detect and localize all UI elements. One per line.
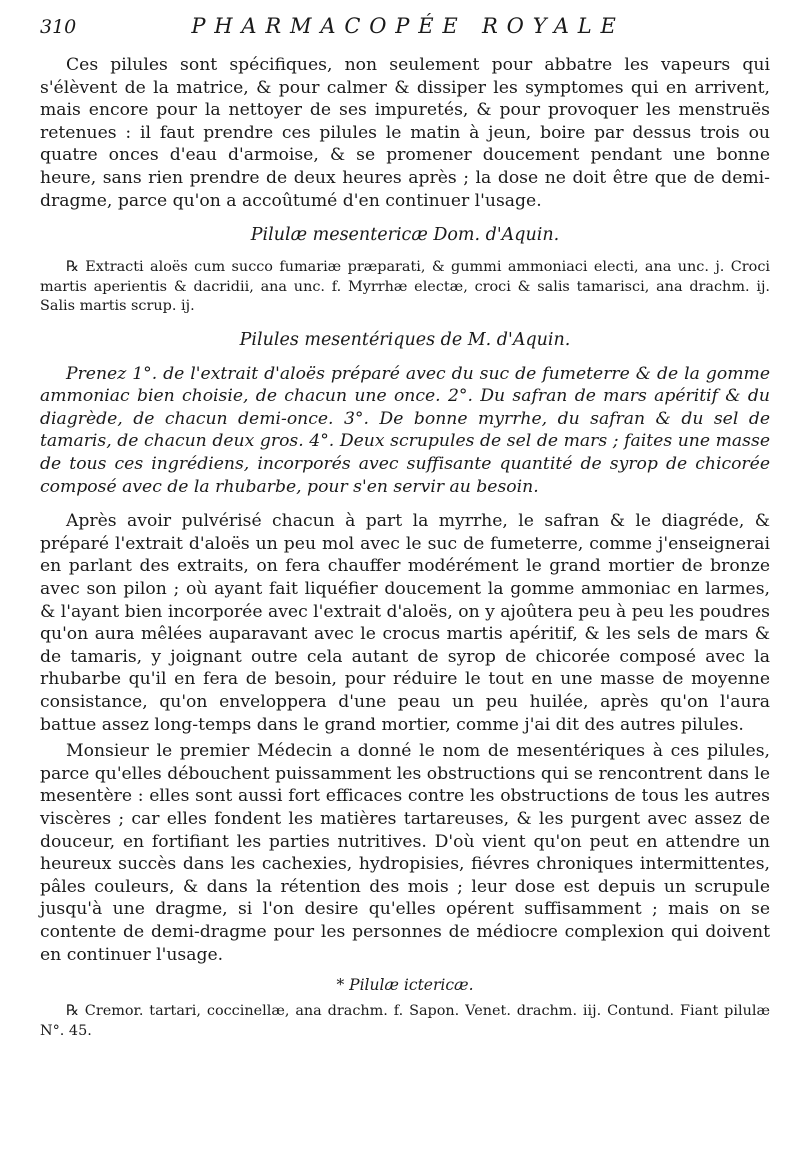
preparation-paragraph: Après avoir pulvérisé chacun à part la myrrhe, le safran & le diagréde, & préparé l'extrait d'aloës un peu mol avec le suc de fumeterre, comme j'enseignerai en parlant des extraits, on fera chauffer modérément le grand mortier de bronze avec son pilon ; où ayant fait liquéfier doucement la gomme ammoniac en larmes, & l'ayant bien incorporée avec l'extrait d'aloës, on y ajoûtera peu à peu les poudres qu'on aura mêlées auparavant avec le crocus martis apéritif, & les sels de mars & de tamaris, y joignant outre cela autant de syrop de chicorée composé avec la rhubarbe qu'il en fera de besoin, pour réduire le tout en une masse de moyenne consistance, qu'on enveloppera d'une peau un peu huilée, après qu'on l'aura battue assez long-temps dans le grand mortier, comme j'ai dit des autres pilules. [40, 511, 770, 735]
running-head [40, 14, 770, 54]
page-number: 310 [40, 16, 77, 38]
french-title: Pilules mesentériques de M. d'Aquin. [239, 329, 571, 350]
spacer [40, 498, 770, 510]
running-title: PHARMACOPÉE ROYALE [191, 14, 625, 38]
latin-recipe: ℞ Extracti aloës cum succo fumariæ præparati, & gummi ammoniaci electi, ana unc. j. Croci martis aperientis & dacridii, ana unc. f. Myrrhæ electæ, croci & salis tamarisci, ana drachm. ij. Salis martis scrup. ij. [40, 259, 770, 315]
virtues-paragraph: Monsieur le premier Médecin a donné le nom de mesentériques à ces pilules, parce qu'elles débouchent puissamment les obstructions qui se rencontrent dans le mesentère : elles sont aussi fort efficaces contre les obstructions de tous les autres viscères ; car elles fondent les matières tartareuses, & les purgent avec assez de douceur, en fortifiant les parties nutritives. D'où vient qu'on peut en attendre un heureux succès dans les cachexies, hydropisies, fiévres chroniques intermittentes, pâles couleurs, & dans la rétention des mois ; leur dose est depuis un scrupule jusqu'à une dragme, si l'on desire qu'elles opérent suffisamment ; mais on se contente de demi-dragme pour les personnes de médiocre complexion qui doivent en continuer l'usage. [40, 741, 770, 965]
footnote-title: * Pilulæ ictericæ. [336, 976, 474, 995]
footnote-recipe: ℞ Cremor. tartari, coccinellæ, ana drachm. f. Sapon. Venet. drachm. iij. Contund. Fiant pilulæ N°. 45. [40, 1003, 770, 1039]
intro-paragraph: Ces pilules sont spécifiques, non seulement pour abbatre les vapeurs qui s'élèvent de la matrice, & pour calmer & dissiper les symptomes qui en arrivent, mais encore pour la nettoyer de ses impuretés, & pour provoquer les menstruës retenues : il faut prendre ces pilules le matin à jeun, boire par dessus trois ou quatre onces d'eau d'armoise, & se promener doucement pendant une bonne heure, sans rien prendre de deux heures après ; la dose ne doit être que de demi-dragme, parce qu'on a accoûtumé d'en continuer l'usage. [40, 55, 770, 211]
latin-title: Pilulæ mesentericæ Dom. d'Aquin. [250, 225, 560, 246]
french-recipe: Prenez 1°. de l'extrait d'aloës préparé avec du suc de fumeterre & de la gomme ammoniac bien choisie, de chacun une once. 2°. Du safran de mars apéritif & du diagrède, de chacun demi-once. 3°. De bonne myrrhe, du safran & du sel de tamaris, de chacun deux gros. 4°. Deux scrupules de sel de mars ; faites une masse de tous ces ingrédiens, incorporés avec suffisante quantité de syrop de chicorée composé avec de la rhubarbe, pour s'en servir au besoin. [40, 363, 770, 497]
